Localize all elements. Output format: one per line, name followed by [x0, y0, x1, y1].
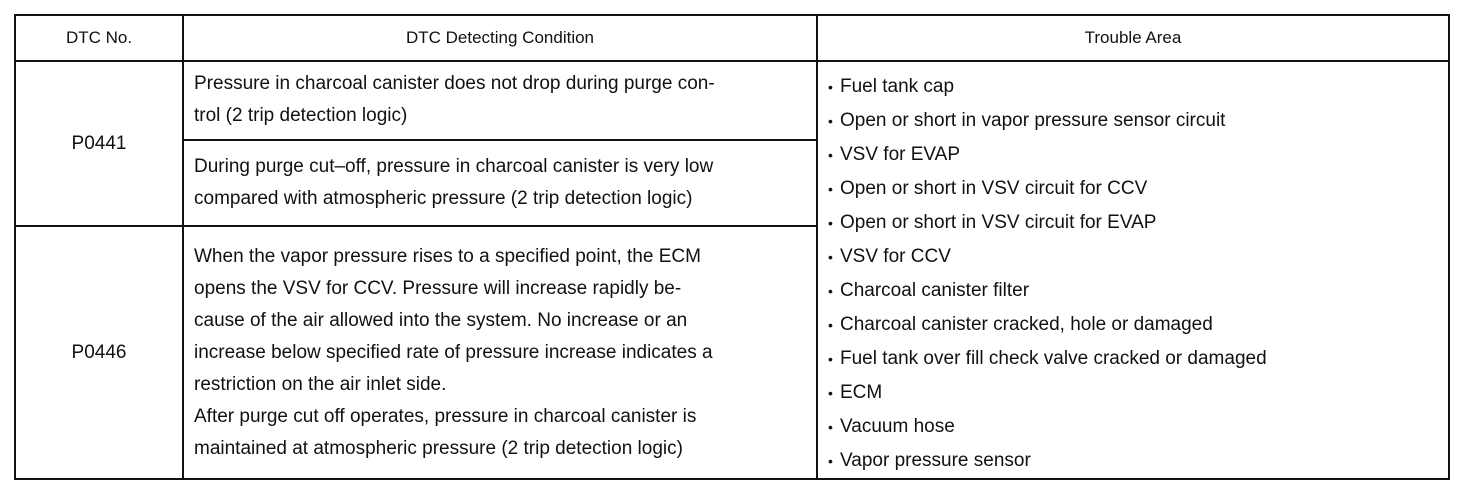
- trouble-area-text: VSV for EVAP: [840, 144, 961, 165]
- condition-line: restriction on the air inlet side.: [194, 373, 447, 395]
- trouble-area-text: Fuel tank over fill check valve cracked or damaged: [840, 348, 1267, 369]
- bullet-icon: •: [828, 351, 833, 367]
- trouble-area-text: ECM: [840, 382, 883, 403]
- list-item: [828, 410, 1440, 444]
- condition-line: opens the VSV for CCV. Pressure will increase rapidly be-: [194, 277, 682, 299]
- condition-line: During purge cut–off, pressure in charcoal canister is very low: [194, 155, 714, 177]
- trouble-area-text: Open or short in VSV circuit for EVAP: [840, 212, 1157, 233]
- list-item: [828, 274, 1440, 308]
- trouble-area-text: Open or short in VSV circuit for CCV: [840, 178, 1148, 199]
- header-trouble-area: Trouble Area: [817, 15, 1449, 61]
- condition-line: Pressure in charcoal canister does not drop during purge con-: [194, 73, 715, 95]
- trouble-area-text: Fuel tank cap: [840, 76, 955, 97]
- trouble-area-list: [828, 70, 1440, 478]
- trouble-area-text: Charcoal canister filter: [840, 280, 1030, 301]
- trouble-area-text: VSV for CCV: [840, 246, 951, 267]
- trouble-area-cell: [817, 61, 1449, 479]
- bullet-icon: •: [828, 249, 833, 265]
- header-dtc-no: DTC No.: [15, 15, 183, 61]
- list-item: [828, 206, 1440, 240]
- list-item: [828, 376, 1440, 410]
- condition-line: maintained at atmospheric pressure (2 trip detection logic): [194, 437, 683, 459]
- bullet-icon: •: [828, 385, 833, 401]
- list-item: [828, 70, 1440, 104]
- dtc-code-p0446: P0446: [15, 226, 183, 479]
- list-item: [828, 138, 1440, 172]
- condition-line: After purge cut off operates, pressure in charcoal canister is: [194, 405, 697, 427]
- list-item: [828, 342, 1440, 376]
- condition-line: increase below specified rate of pressure increase indicates a: [194, 341, 713, 363]
- trouble-area-text: Vacuum hose: [840, 416, 955, 437]
- condition-line: trol (2 trip detection logic): [194, 105, 408, 127]
- table-row: [15, 61, 1449, 140]
- trouble-area-text: Vapor pressure sensor: [840, 450, 1031, 471]
- condition-line: When the vapor pressure rises to a specified point, the ECM: [194, 245, 701, 267]
- list-item: [828, 104, 1440, 138]
- list-item: [828, 172, 1440, 206]
- bullet-icon: •: [828, 419, 833, 435]
- list-item: [828, 240, 1440, 274]
- condition-line: compared with atmospheric pressure (2 trip detection logic): [194, 187, 693, 209]
- bullet-icon: •: [828, 113, 833, 129]
- header-row: [15, 15, 1449, 61]
- bullet-icon: •: [828, 453, 833, 469]
- list-item: [828, 308, 1440, 342]
- bullet-icon: •: [828, 79, 833, 95]
- bullet-icon: •: [828, 317, 833, 333]
- dtc-table: [14, 14, 1450, 480]
- dtc-code-p0441: P0441: [15, 61, 183, 226]
- condition-cell: [183, 226, 817, 479]
- header-detecting-condition: DTC Detecting Condition: [183, 15, 817, 61]
- bullet-icon: •: [828, 283, 833, 299]
- list-item: [828, 444, 1440, 478]
- trouble-area-text: Open or short in vapor pressure sensor circuit: [840, 110, 1226, 131]
- bullet-icon: •: [828, 181, 833, 197]
- trouble-area-text: Charcoal canister cracked, hole or damaged: [840, 314, 1213, 335]
- condition-cell: [183, 61, 817, 140]
- bullet-icon: •: [828, 215, 833, 231]
- condition-cell: [183, 140, 817, 227]
- bullet-icon: •: [828, 147, 833, 163]
- condition-line: cause of the air allowed into the system. No increase or an: [194, 309, 688, 331]
